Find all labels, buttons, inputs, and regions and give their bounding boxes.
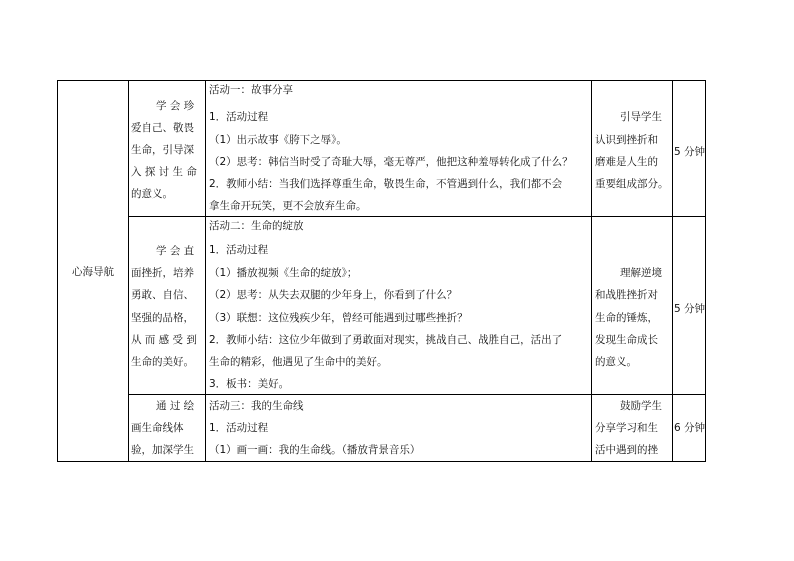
activity-line: 1．活动过程 [209,422,269,434]
goal-line: 坚强的品格， [131,312,194,324]
activity-line: （1）画一画：我的生命线。（播放背景音乐） [209,444,421,456]
goal-line: 通 过 绘 [156,400,195,412]
activity-line: 1．活动过程 [209,111,269,123]
intent-line: 理解逆境 [620,267,662,279]
activity-line: 2．教师小结：当我们选择尊重生命，敬畏生命，不管遇到什么，我们都不会 [209,178,563,190]
activity-line: 3．板书：美好。 [209,378,290,390]
activity-line: 2．教师小结：这位少年做到了勇敢面对现实，挑战自己、战胜自己，活出了 [209,334,563,346]
activity-title: 活动二：生命的绽放 [209,220,304,232]
activity-title: 活动一：故事分享 [209,84,293,96]
section-label: 心海导航 [72,265,114,278]
intent-line: 重要组成部分。 [595,178,669,190]
goal-line: 生命的美好。 [131,356,194,368]
table-row [57,394,706,461]
goal-line: 勇敢、自信、 [131,289,194,301]
intent-line: 和战胜挫折对 [595,289,658,301]
table-row [57,216,706,394]
lesson-plan-table [57,80,706,462]
goal-line: 爱自己、敬畏 [131,122,194,134]
activity-title: 活动三：我的生命线 [209,400,304,412]
goal-line: 的意义。 [131,188,173,200]
intent-line: 鼓励学生 [620,400,662,412]
intent-line: 活中遇到的挫 [595,444,658,456]
intent-line: 认识到挫折和 [595,134,658,146]
intent-line: 发现生命成长 [595,334,658,346]
activity-line: （2）思考：韩信当时受了奇耻大辱，毫无尊严，他把这种羞辱转化成了什么？ [209,156,573,168]
activity-line: 拿生命开玩笑，更不会放弃生命。 [209,200,367,212]
table-border-bottom [57,461,706,462]
goal-line: 从 而 感 受 到 [131,334,197,346]
activity-line: （1）出示故事《胯下之辱》。 [209,134,347,146]
goal-line: 生命，引导深 [131,144,194,156]
goal-line: 入 探 讨 生 命 [131,166,197,178]
goal-line: 学 会 珍 [156,100,195,112]
intent-line: 的意义。 [595,356,637,368]
goal-line: 面挫折，培养 [131,267,194,279]
goal-line: 画生命线体 [131,422,184,434]
time-value: 5 分钟 [673,303,706,315]
activity-line: 1．活动过程 [209,244,269,256]
activity-line: （3）联想：这位残疾少年，曾经可能遇到过哪些挫折？ [209,312,468,324]
intent-line: 引导学生 [620,111,662,123]
intent-line: 生命的锤炼， [595,312,658,324]
time-value: 6 分钟 [673,422,706,434]
time-value: 5 分钟 [673,146,706,158]
goal-line: 验，加深学生 [131,444,194,456]
activity-line: 生命的精彩，他遇见了生命中的美好。 [209,356,388,368]
activity-line: （1）播放视频《生命的绽放》； [209,267,358,279]
activity-line: （2）思考：从失去双腿的少年身上，你看到了什么？ [209,289,458,301]
intent-line: 分享学习和生 [595,422,658,434]
intent-line: 磨难是人生的 [595,156,658,168]
table-row [57,80,706,216]
goal-line: 学 会 直 [156,245,195,257]
